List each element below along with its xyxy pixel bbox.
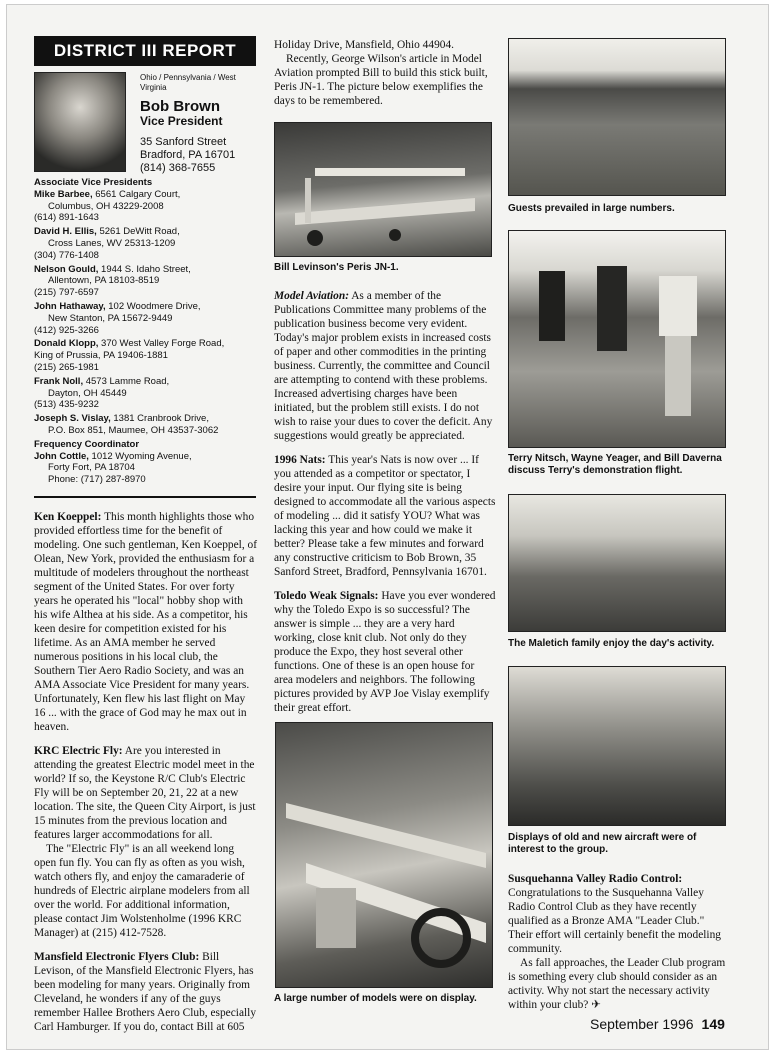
avp-entry xyxy=(34,264,256,299)
avp-entry xyxy=(34,226,256,261)
section-divider xyxy=(34,496,256,498)
avp-line: 6561 Calgary Court, xyxy=(95,188,181,200)
avp-line: King of Prussia, PA 19406-1881 xyxy=(34,350,168,362)
models-display-photo xyxy=(275,722,493,988)
people-photo-sketch xyxy=(509,231,726,448)
caption-guests: Guests prevailed in large numbers. xyxy=(508,203,675,214)
caption-displays: Displays of old and new aircraft were of interest to the group. xyxy=(508,832,697,855)
avp-line: Columbus, OH 43229-2008 xyxy=(48,200,164,212)
avp-line: 4573 Lamme Road, xyxy=(85,375,170,387)
avp-phone: (215) 265-1981 xyxy=(34,361,99,373)
avp-line: 1944 S. Idaho Street, xyxy=(101,263,191,275)
freq-line: 1012 Wyoming Avenue, xyxy=(91,450,192,462)
ma-heading: Model Aviation: xyxy=(274,290,349,302)
mef-heading: Mansfield Electronic Flyers Club: xyxy=(34,951,200,963)
avp-name: Donald Klopp, xyxy=(34,338,99,350)
avp-line: Allentown, PA 18103-8519 xyxy=(48,275,160,287)
airplane-photo-sketch xyxy=(275,123,492,257)
ma-paragraph xyxy=(274,289,496,443)
mef-continued-2: Recently, George Wilson's article in Model Aviation prompted Bill to build this stick built, Peris JN-1. The picture below exemplifies the days to be remembered. xyxy=(274,53,488,107)
freq-name: John Cottle, xyxy=(34,450,89,462)
avp-name: Nelson Gould, xyxy=(34,263,99,275)
region-label: Ohio / Pennsylvania / West Virginia xyxy=(140,73,236,92)
svrc-paragraph-2: As fall approaches, the Leader Club program is something every club should consider as an activity. Why not start the necessary activity within your club? ✈ xyxy=(508,957,726,1011)
mef-paragraph xyxy=(34,950,258,1034)
nats-heading: 1996 Nats: xyxy=(274,454,326,466)
avp-name: John Hathaway, xyxy=(34,300,106,312)
freq-entry xyxy=(34,451,256,486)
avp-heading: Associate Vice Presidents xyxy=(34,177,153,188)
krc-text: Are you interested in attending the greatest Electric model meet in the world? If so, the Keystone R/C Club's Electric Fly will be on September 20, 21, 22 at a new location. The site, the Queen City Airport, is just 15 minutes from the previous location and features larger accommodations for all. xyxy=(34,745,256,841)
district-banner: DISTRICT III REPORT xyxy=(34,36,256,66)
vp-address xyxy=(140,136,235,175)
svrc-paragraph xyxy=(508,872,730,956)
avp-line: P.O. Box 851, Maumee, OH 43537-3062 xyxy=(48,424,219,436)
avp-phone: (304) 776-1408 xyxy=(34,249,99,261)
koeppel-paragraph xyxy=(34,510,258,734)
avp-entry xyxy=(34,301,256,336)
toledo-heading: Toledo Weak Signals: xyxy=(274,590,379,602)
krc-paragraph-2: The "Electric Fly" is an all weekend long open fun fly. You can fly as often as you wish, watch others fly, and enjoy the camaraderie of hundreds of Electric airplane modelers from all over the world. For additional information, please contact Jim Wolstenholme (1996 KRC Manager) at (215) 412-7528. xyxy=(34,843,250,939)
krc-heading: KRC Electric Fly: xyxy=(34,745,123,757)
models-photo-sketch xyxy=(276,723,493,988)
vp-phone: (814) 368-7655 xyxy=(140,162,216,174)
avp-line: New Stanton, PA 15672-9449 xyxy=(48,312,173,324)
guests-photo xyxy=(508,38,726,196)
nats-paragraph xyxy=(274,453,496,579)
avp-list xyxy=(34,177,256,488)
vp-address-line: Bradford, PA 16701 xyxy=(140,149,236,161)
mef-text: Bill Levison, of the Mansfield Electronic Flyers, has been modeling for many years. Originally from Cleveland, he wonders if any of the guys remember Hallee Brothers Aero Club, especially Carl Hamburger. If you do, contact Bill at 605 xyxy=(34,951,257,1033)
freq-line: Forty Fort, PA 18704 xyxy=(48,462,135,474)
column-3-body xyxy=(508,872,730,1012)
aircraft-displays-photo xyxy=(508,666,726,826)
column-1-body xyxy=(34,510,258,1044)
freq-phone: Phone: (717) 287-8970 xyxy=(48,474,146,486)
vp-title: Vice President xyxy=(140,114,223,128)
svrc-text: Congratulations to the Susquehanna Valley Radio Control Club as they have recently qualified as a Bronze AMA "Leader Club." Their effort will certainly benefit the modeling community. xyxy=(508,887,721,955)
avp-name: David H. Ellis, xyxy=(34,226,97,238)
avp-name: Joseph S. Vislay, xyxy=(34,413,111,425)
vp-portrait-photo xyxy=(34,72,126,172)
toledo-paragraph xyxy=(274,589,496,715)
avp-line: 370 West Valley Forge Road, xyxy=(101,338,225,350)
avp-line: 102 Woodmere Drive, xyxy=(108,300,201,312)
krc-paragraph xyxy=(34,744,258,842)
avp-phone: (412) 925-3266 xyxy=(34,324,99,336)
caption-terry: Terry Nitsch, Wayne Yeager, and Bill Daverna discuss Terry's demonstration flight. xyxy=(508,453,722,476)
avp-line: Dayton, OH 45449 xyxy=(48,387,127,399)
vp-address-line: 35 Sanford Street xyxy=(140,136,227,148)
avp-phone: (513) 435-9232 xyxy=(34,399,99,411)
koeppel-heading: Ken Koeppel: xyxy=(34,511,102,523)
peris-jn1-photo xyxy=(274,122,492,257)
caption-maletich: The Maletich family enjoy the day's activity. xyxy=(508,638,715,649)
svrc-heading: Susquehanna Valley Radio Control: xyxy=(508,873,683,885)
avp-phone: (215) 797-6597 xyxy=(34,287,99,299)
avp-name: Mike Barbee, xyxy=(34,188,93,200)
nats-text: This year's Nats is now over ... If you attended as a competitor or spectator, I desire your input. Our flying site is being designed to accommodate all the various aspects of modeling ... did it satisfy YOU? What was lacking this year and how could we make it better? Please take a few minutes and forward any constructive criticism to Bob Brown, 35 Sanford Street, Bradford, Pennsylvania 16701. xyxy=(274,454,496,578)
vp-name: Bob Brown xyxy=(140,98,220,115)
freq-heading: Frequency Coordinator xyxy=(34,438,140,450)
mef-continued: Holiday Drive, Mansfield, Ohio 44904. xyxy=(274,39,455,51)
caption-peris: Bill Levinson's Peris JN-1. xyxy=(274,262,399,273)
maletich-family-photo xyxy=(508,494,726,632)
avp-entry xyxy=(34,338,256,373)
avp-line: Cross Lanes, WV 25313-1209 xyxy=(48,237,176,249)
avp-phone: (614) 891-1643 xyxy=(34,212,99,224)
avp-entry xyxy=(34,189,256,224)
column-2-body xyxy=(274,289,496,725)
avp-entry xyxy=(34,413,256,437)
toledo-text: Have you ever wondered why the Toledo Expo is so successful? The answer is simple ... they are a very hard working, close knit club. Not only do they produce the Expo, they host several other functions. One of these is an open house for area modelers and neighbors. The following pictures provided by AVP Joe Vislay exemplify their great effort. xyxy=(274,590,496,714)
page-number: 149 xyxy=(701,1016,725,1032)
caption-models: A large number of models were on display. xyxy=(274,993,477,1004)
column-2-top xyxy=(274,38,494,108)
avp-line: 5261 DeWitt Road, xyxy=(99,226,180,238)
page-footer xyxy=(590,1016,725,1032)
nitsch-yeager-daverna-photo xyxy=(508,230,726,448)
ma-text: As a member of the Publications Committee many problems of the publication business become very evident. Today's major problem exists in increased costs of paper and other commodities in the printing business. Currently, the committee and Council are attempting to contend with these problems. Increased advertising charges have been initiated, but the problem still exists. I do not wish to raise your dues to cover the deficit. Any suggestions would greatly be appreciated. xyxy=(274,290,493,442)
avp-line: 1381 Cranbrook Drive, xyxy=(113,413,209,425)
issue-date: September 1996 xyxy=(590,1016,694,1032)
koeppel-text: This month highlights those who provided effortless time for the benefit of modeling. One such gentleman, Ken Koeppel, of Olean, New York, provided the enthusiasm for a multitude of modelers throughout the northeast segment of the United States. For over forty years he operated his "local" hobby shop with his wife Althea at his side. As a competitor, his keen desire for competition existed for his lifetime. As an AMA member he served numerous positions in his local club, the Southern Tier Aero Radio Society, and was an AMA Associate Vice President for many years. Unfortunately, Ken flew his last flight on May 16 ... with the grace of God may he max out in heaven. xyxy=(34,511,258,733)
avp-name: Frank Noll, xyxy=(34,375,84,387)
avp-entry xyxy=(34,376,256,411)
